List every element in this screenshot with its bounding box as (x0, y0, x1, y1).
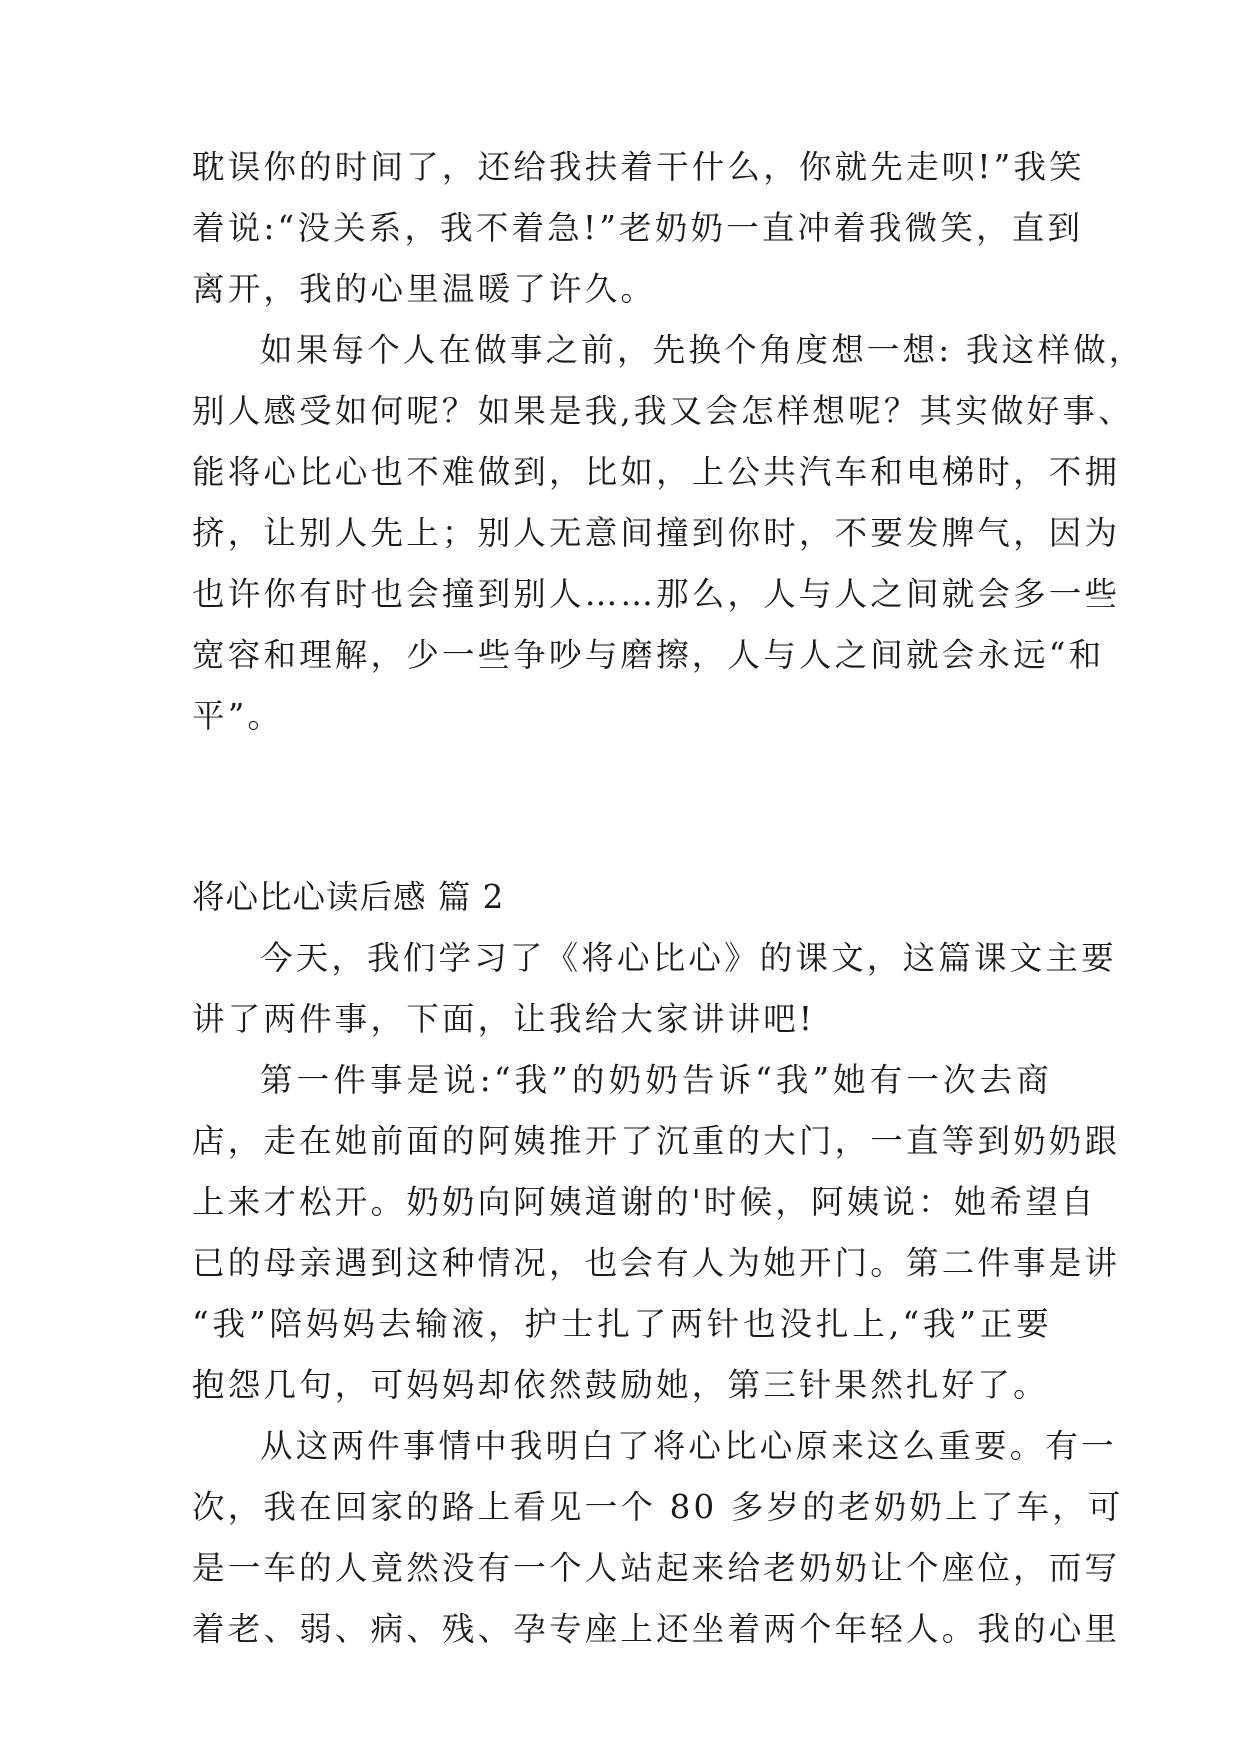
paragraph-3 (192, 928, 1117, 1050)
paragraph-line: 第一件事是说:“我”的奶奶告诉“我”她有一次去商 (260, 1061, 1052, 1099)
paragraph-1 (192, 137, 1085, 320)
paragraph-line: 已的母亲遇到这种情况，也会有人为她开门。第二件事是讲 (192, 1244, 1121, 1282)
paragraph-line: 着老、弱、病、残、孕专座上还坐着两个年轻人。我的心里 (192, 1610, 1121, 1648)
paragraph-2 (192, 320, 1145, 747)
paragraph-4 (192, 1050, 1121, 1416)
paragraph-line: 离开，我的心里温暖了许久。 (192, 270, 657, 308)
paragraph-line: 挤，让别人先上；别人无意间撞到你时，不要发脾气，因为 (192, 514, 1121, 552)
section-heading: 将心比心读后感 篇 2 (192, 878, 505, 916)
paragraph-line: 也许你有时也会撞到别人……那么，人与人之间就会多一些 (192, 575, 1121, 613)
paragraph-line: 平”。 (192, 697, 284, 735)
paragraph-line: 从这两件事情中我明白了将心比心原来这么重要。有一 (260, 1427, 1117, 1465)
paragraph-line: 如果每个人在做事之前，先换个角度想一想: 我这样做， (260, 331, 1145, 369)
paragraph-line: 着说:“没关系，我不着急!”老奶奶一直冲着我微笑，直到 (192, 209, 1084, 247)
paragraph-line: 别人感受如何呢？如果是我,我又会怎样想呢？其实做好事、 (192, 392, 1134, 430)
paragraph-line: 讲了两件事，下面，让我给大家讲讲吧! (192, 1000, 816, 1038)
paragraph-line: 店，走在她前面的阿姨推开了沉重的大门，一直等到奶奶跟 (192, 1122, 1121, 1160)
paragraph-line: 宽容和理解，少一些争吵与磨擦，人与人之间就会永远“和 (192, 636, 1105, 674)
paragraph-line: 耽误你的时间了，还给我扶着干什么，你就先走呗!”我笑 (192, 148, 1085, 186)
paragraph-line: “我”陪妈妈去输液，护士扎了两针也没扎上,“我”正要 (192, 1305, 1052, 1343)
paragraph-line: 抱怨几句，可妈妈却依然鼓励她，第三针果然扎好了。 (192, 1366, 1049, 1404)
paragraph-line: 上来才松开。奶奶向阿姨道谢的'时候，阿姨说：她希望自 (192, 1183, 1097, 1221)
paragraph-5 (192, 1416, 1124, 1660)
paragraph-line: 能将心比心也不难做到，比如，上公共汽车和电梯时，不拥 (192, 453, 1121, 491)
document-body (192, 137, 1145, 1660)
paragraph-line: 是一车的人竟然没有一个人站起来给老奶奶让个座位，而写 (192, 1549, 1121, 1587)
section-gap (192, 747, 1052, 867)
paragraph-line: 次，我在回家的路上看见一个 80 多岁的老奶奶上了车，可 (192, 1488, 1124, 1526)
paragraph-line: 今天，我们学习了《将心比心》的课文，这篇课文主要 (260, 939, 1117, 977)
